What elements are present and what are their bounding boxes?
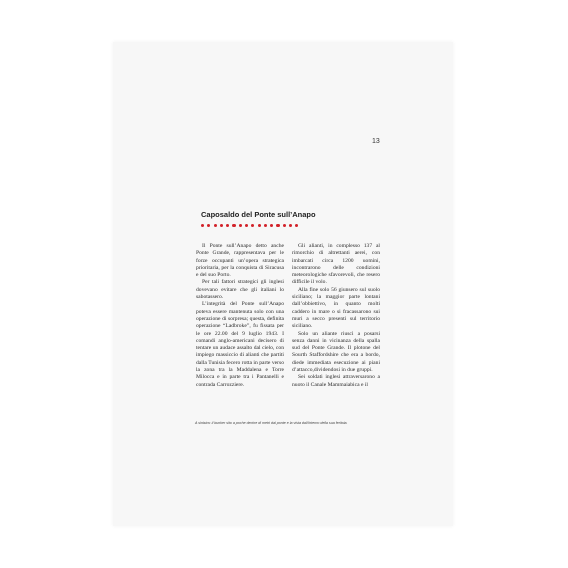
paragraph: Il Ponte sull’Anapo detto anche Ponte Grande, rappresentava per le forze occupanti un’opera strategica prioritaria, per la conquista di Siracusa e del suo Porto.	[196, 243, 284, 279]
paragraph: Per tali fattori strategici gli inglesi dovevano evitare che gli italiani lo sabotassero.	[196, 279, 284, 301]
right-text-column	[292, 243, 380, 389]
separator-dot	[226, 224, 229, 227]
separator-dot	[214, 224, 217, 227]
separator-dot	[283, 224, 286, 227]
separator-dot	[220, 224, 223, 227]
separator-dot	[289, 224, 292, 227]
dotted-separator	[201, 224, 298, 227]
separator-dot	[270, 224, 273, 227]
separator-dot	[295, 224, 298, 227]
paragraph: L’integrità del Ponte sull’Anapo poteva essere mantenuta solo con una operazione di sorpresa; questa, definita operazione “Ladbroke”, fu fissata per le ore 22.00 del 9 luglio 1943. I comandi anglo-americani decisero di tentare un audace assalto dal cielo, con impiego massiccio di alianti che partiti dalla Tunisia fecero rotta in parte verso la zona tra la Maddalena e Torre Milocca e in parte tra i Pantanelli e contrada Carrozziere.	[196, 301, 284, 388]
separator-dot	[251, 224, 254, 227]
paragraph: Solo un aliante riuscì a posarsi senza danni in vicinanza della spalla sud del Ponte Grande. Il plotone del Sourth Staffordshire che era a bordo, diede immediata esecuzione ai piani d’attacco,dividendosi in due gruppi.	[292, 330, 380, 374]
paragraph: Sei soldati inglesi attraversarono a nuoto il Canale Mammaiabica e il	[292, 374, 380, 388]
separator-dot	[276, 224, 279, 227]
separator-dot	[239, 224, 242, 227]
paragraph: Alla fine solo 56 giunsero sul suolo siciliano; la maggior parte lontani dall’obbiettivo, in quanto molti caddero in mare o si fracassarono sui muri a secco presenti sul territorio siciliano.	[292, 286, 380, 330]
page-number: 13	[372, 138, 380, 145]
separator-dot	[264, 224, 267, 227]
section-title: Caposaldo del Ponte sull’Anapo	[201, 210, 316, 219]
paragraph: Gli alianti, in complesso 137 al rimorchio di altrettanti aerei, con imbarcati circa 1200 uomini, incontrarono delle condizioni meteorologiche sfavorevoli, che resero difficile il volo.	[292, 243, 380, 286]
separator-dot	[207, 224, 210, 227]
left-text-column	[196, 243, 284, 389]
separator-dot	[258, 224, 261, 227]
separator-dot	[245, 224, 248, 227]
separator-dot	[232, 224, 235, 227]
separator-dot	[201, 224, 204, 227]
image-caption: A sinistra: il bunker sito a poche decine di metri dal ponte e la vista dall’interno della sua feritoia.	[195, 421, 348, 425]
